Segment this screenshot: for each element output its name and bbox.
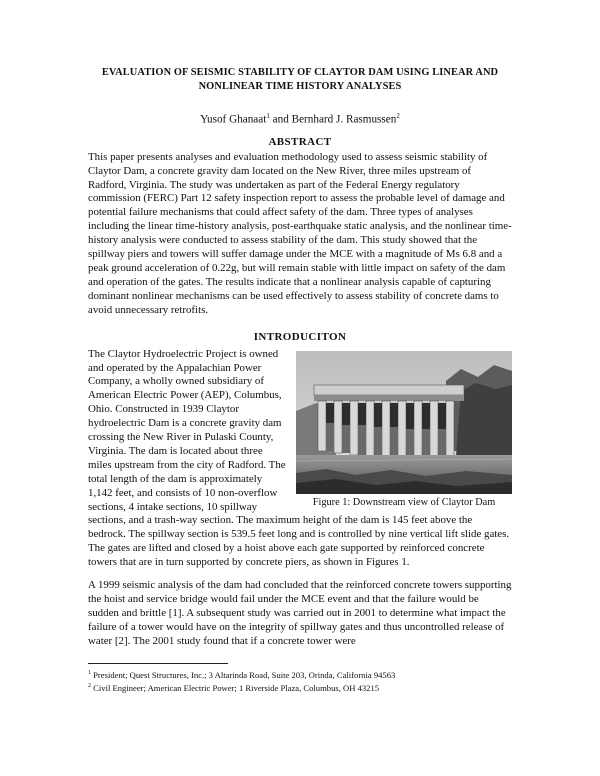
author-2: and Bernhard J. Rasmussen — [269, 113, 397, 126]
introduction-paragraph-1: The Claytor Hydroelectric Project is owned and operated by the Appalachian Power Company, a wholly owned subsidiary of American Electric Power (AEP), Columbus, Ohio. Constructed in 1939 Claytor hydroelectric Dam is a concrete gravity dam crossing the New River in Pulaski County, Virginia. The dam is located about three miles upstream from the city of Radford. The total length of the dam is approximately 1,142 feet, and consists of 10 non-overflow sections, 4 intake sections, 10 spillway sections, and a trash-way section. The maximum height of the dam is 145 feet above the bedrock. The spillway section is 539.5 feet long and is controlled by nine vertical lift slide gates. The gates are lifted and closed by a hoist above each gate supported by reinforced concrete towers that are in turn supported by concrete piers, as shown in Figures 1. — [88, 347, 510, 569]
footnotes — [88, 663, 512, 694]
introduction-paragraph-2: A 1999 seismic analysis of the dam had concluded that the reinforced concrete towers supporting the hoist and service bridge would fail under the MCE event and that the failure would be sudden and brittle [1]. A subsequent study was carried out in 2001 to determine what impact the failure of a tower would have on the integrity of spillway gates and thus uncontrolled release of water [2]. The 2001 study found that if a concrete tower were — [88, 579, 512, 647]
footnote-2 — [88, 681, 512, 694]
footnote-1 — [88, 668, 512, 681]
dam-towers — [314, 385, 464, 459]
figure-1 — [296, 351, 512, 509]
author-line — [88, 109, 512, 127]
author-2-footnote-mark: 2 — [396, 112, 400, 120]
introduction-heading: INTRODUCITON — [253, 330, 347, 343]
dam-photo — [296, 351, 512, 494]
paper-title: EVALUATION OF SEISMIC STABILITY OF CLAYTOR DAM USING LINEAR AND NONLINEAR TIME HISTORY ANALYSES — [101, 67, 499, 92]
figure-1-caption: Figure 1: Downstream view of Claytor Dam — [312, 496, 496, 508]
introduction-section — [88, 348, 512, 571]
footnote-2-mark: 2 — [88, 682, 91, 689]
footnote-2-text: Civil Engineer; American Electric Power; 1 Riverside Plaza, Columbus, OH 43215 — [91, 682, 380, 693]
author-1-footnote-mark: 1 — [266, 112, 270, 120]
footnote-divider — [88, 663, 228, 664]
abstract-text: This paper presents analyses and evaluation methodology used to assess seismic stability of Claytor Dam, a concrete gravity dam located on the New River, three miles upstream of Radford, Virginia. The study was undertaken as part of the Federal Energy regulatory commission (FERC) Part 12 safety inspection report to assess the probable level of damage and potential failure mechanisms that could affect safety of the dam. Three types of analyses including the linear time-history analysis, post-earthquake static analysis, and the nonlinear time-history analysis were conducted to assess stability of the dam. This study showed that the spillway piers and towers will suffer damage under the MCE with a magnitude of Ms 6.8 and a peak ground acceleration of 0.22g, but will remain stable with little impact on safety of the dam and operation of the gates. The results indicate that a nonlinear analysis capable of capturing dominant nonlinear mechanisms can be used effectively to assess stability of concrete dams to avoid unnecessary retrofits. — [88, 150, 512, 316]
footnote-1-text: President; Quest Structures, Inc.; 3 Altarinda Road, Suite 203, Orinda, California 94563 — [91, 669, 396, 680]
paper-page — [88, 66, 512, 649]
footnote-1-mark: 1 — [88, 670, 91, 676]
abstract-heading: ABSTRACT — [268, 135, 332, 148]
author-1: Yusof Ghanaat — [200, 113, 267, 126]
